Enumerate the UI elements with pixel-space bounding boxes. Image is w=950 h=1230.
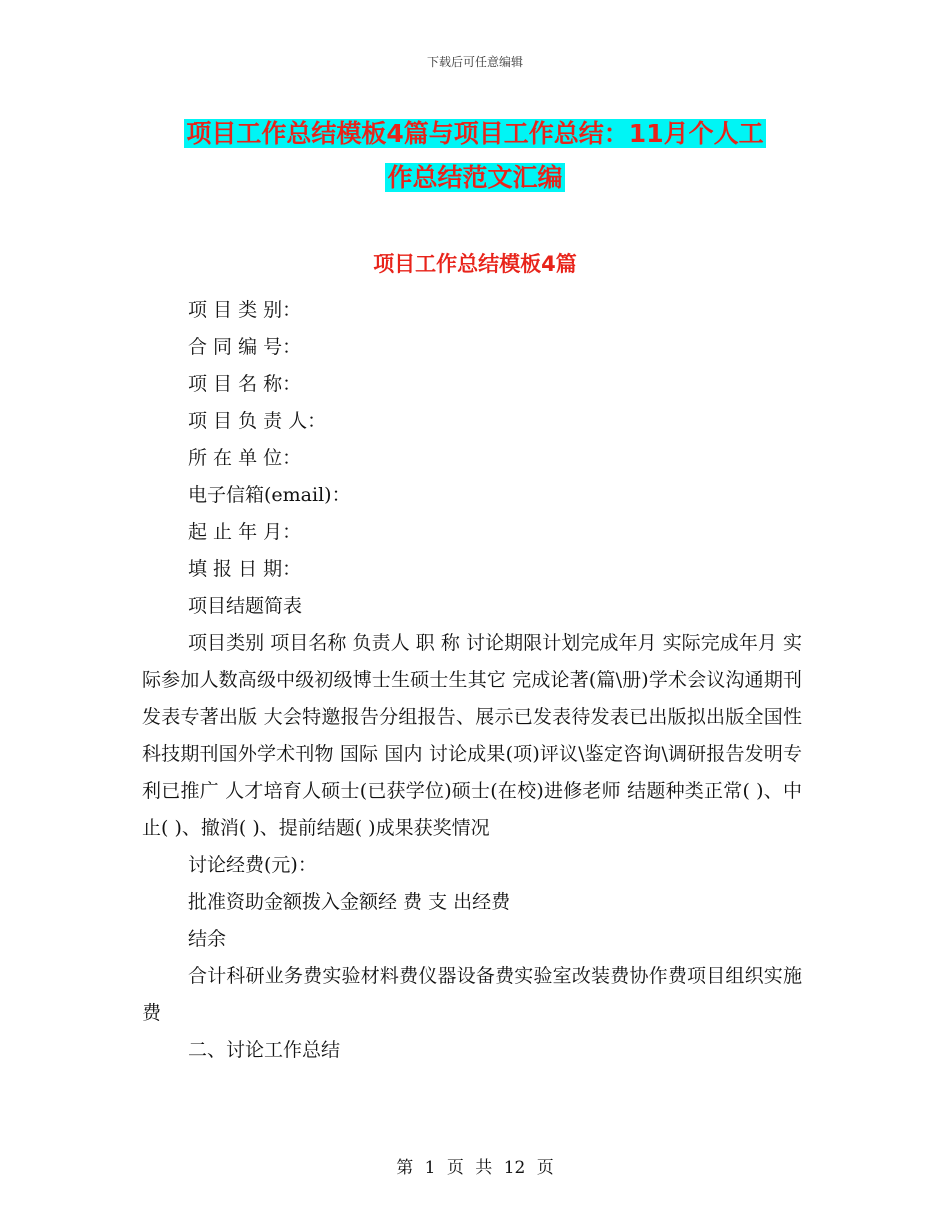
paragraph-expenses: 合计科研业务费实验材料费仪器设备费实验室改装费协作费项目组织实施费: [142, 965, 802, 1024]
funding-line: 批准资助金额拨入金额经 费 支 出经费: [188, 891, 511, 913]
field-organization: 所 在 单 位：: [188, 447, 302, 469]
section-title: 项目工作总结模板4篇: [373, 252, 577, 276]
section-2-heading: 二、讨论工作总结: [188, 1039, 341, 1061]
page-footer: 第 1 页 共 12 页: [396, 1158, 554, 1178]
document-body: [142, 292, 802, 1069]
field-project-name: 项 目 名 称：: [188, 373, 302, 395]
field-summary-table-heading: 项目结题简表: [188, 595, 303, 617]
balance-label: 结余: [188, 928, 227, 950]
funding-label: 讨论经费(元)：: [188, 854, 317, 876]
header-note: 下载后可任意编辑: [426, 55, 523, 69]
field-start-end-date: 起 止 年 月：: [188, 521, 302, 543]
field-contract-number: 合 同 编 号：: [188, 336, 302, 358]
title-line-1: 项目工作总结模板4篇与项目工作总结：11月个人工: [186, 119, 764, 148]
field-email: 电子信箱(email)：: [188, 484, 351, 506]
field-project-category: 项 目 类 别：: [188, 299, 302, 321]
paragraph-summary-table: 项目类别 项目名称 负责人 职 称 讨论期限计划完成年月 实际完成年月 实际参加人数高级中级初级博士生硕士生其它 完成论著(篇\册)学术会议沟通期刊发表专著出版 大会特邀报告分组报告、展示已发表待发表已出版拟出版全国性科技期刊国外学术刊物 国际 国内 讨论成果(项)评议\鉴定咨询\调研报告发明专利已推广 人才培育人硕士(已获学位)硕士(在校)进修老师 结题种类正常( )、中止( )、撤消( )、提前结题( )成果获奖情况: [142, 632, 802, 839]
field-report-date: 填 报 日 期：: [188, 558, 302, 580]
document-title: [0, 112, 950, 200]
field-project-leader: 项 目 负 责 人：: [188, 410, 327, 432]
title-line-2: 作总结范文汇编: [387, 163, 563, 192]
